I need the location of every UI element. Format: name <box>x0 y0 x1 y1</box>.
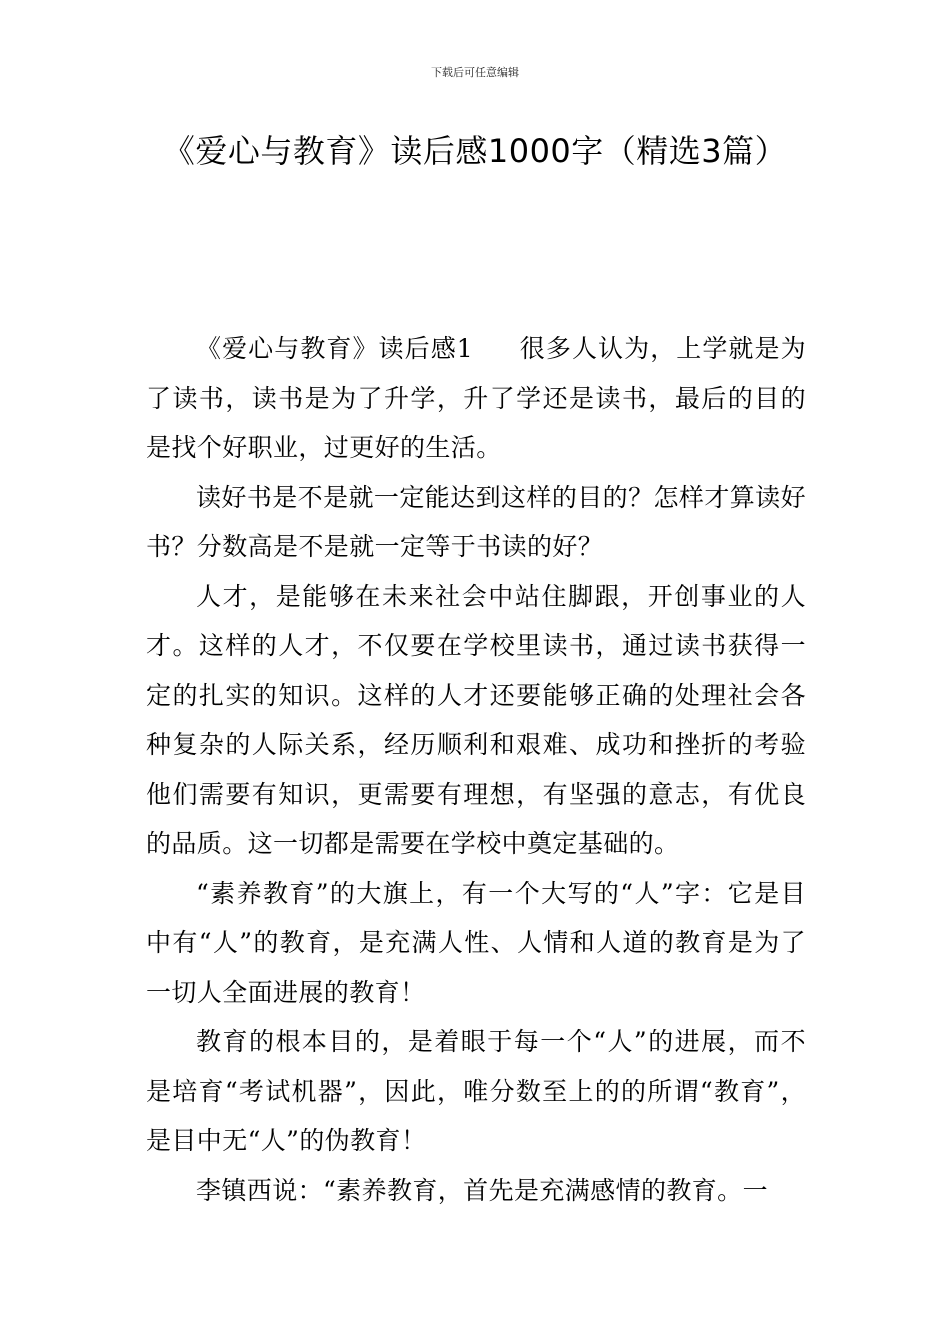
paragraph: “素养教育”的大旗上，有一个大写的“人”字：它是目中有“人”的教育，是充满人性、人情和人道的教育是为了一切人全面进展的教育！ <box>146 878 806 1007</box>
paragraph-text: 很多人认为，上学就是为了读书，读书是为了升学，升了学还是读书，最后的目的是找个好职业，过更好的生活。 <box>146 334 806 462</box>
first-paragraph <box>146 324 806 473</box>
paragraph: 读好书是不是就一定能达到这样的目的？怎样才算读好书？分数高是不是就一定等于书读的好？ <box>146 482 806 561</box>
document-body <box>146 324 806 1215</box>
paragraph: 教育的根本目的，是着眼于每一个“人”的进展，而不是培育“考试机器”，因此，唯分数至上的的所谓“教育”，是目中无“人”的伪教育！ <box>146 1027 806 1155</box>
document-title: 《爱心与教育》读后感1000字（精选3篇） <box>162 132 788 170</box>
paragraph: 人才，是能够在未来社会中站住脚跟，开创事业的人才。这样的人才，不仅要在学校里读书，通过读书获得一定的扎实的知识。这样的人才还要能够正确的处理社会各种复杂的人际关系，经历顺利和艰难、成功和挫折的考验他们需要有知识，更需要有理想，有坚强的意志，有优良的品质。这一切都是需要在学校中奠定基础的。 <box>146 581 806 858</box>
page-header-note: 下载后可任意编辑 <box>431 66 519 79</box>
section-heading: 《爱心与教育》读后感1 <box>196 334 474 363</box>
paragraph: 李镇西说：“素养教育，首先是充满感情的教育。一 <box>196 1175 768 1205</box>
